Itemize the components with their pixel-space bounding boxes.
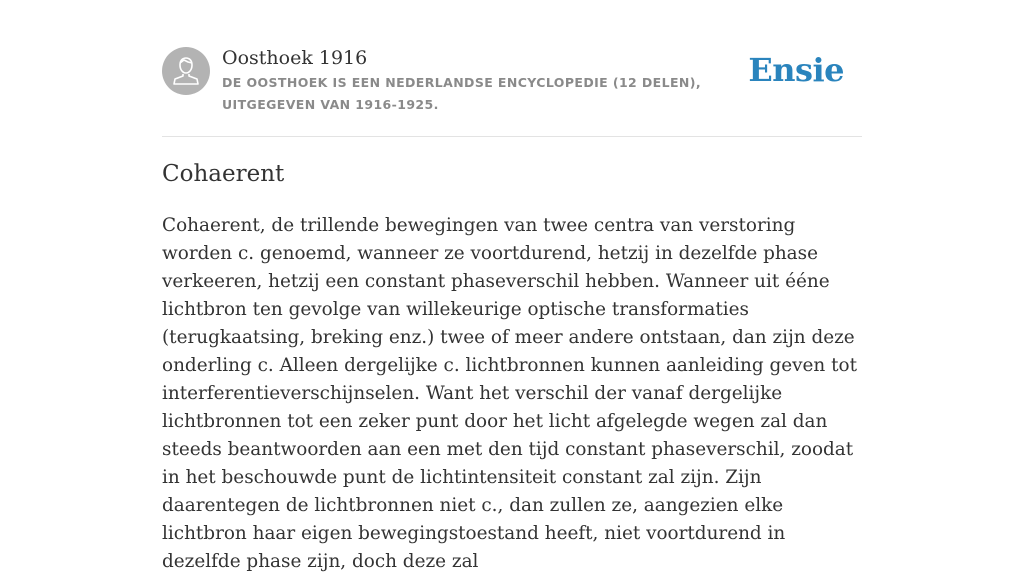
avatar[interactable] (162, 47, 210, 95)
source-title[interactable]: Oosthoek 1916 (222, 47, 368, 69)
source-header (162, 46, 862, 137)
article-title: Cohaerent (162, 161, 285, 187)
user-icon (162, 47, 210, 95)
article-body: Cohaerent, de trillende bewegingen van twee centra van verstoring worden c. genoemd, wanneer ze voortdurend, hetzij in dezelfde phase verkeeren, hetzij een constant phaseverschil hebben. Wanneer uit ééne lichtbron ten gevolge van willekeurige optische transformaties (terugkaatsing, breking enz.) twee of meer andere ontstaan, dan zijn deze onderling c. Alleen dergelijke c. lichtbronnen kunnen aanleiding geven tot interferentieverschijnselen. Want het verschil der vanaf dergelijke lichtbronnen tot een zeker punt door het licht afgelegde wegen zal dan steeds beantwoorden aan een met den tijd constant phaseverschil, zoodat in het beschouwde punt de lichtintensiteit constant zal zijn. Zijn daarentegen de lichtbronnen niet c., dan zullen ze, aangezien elke lichtbron haar eigen bewegingstoestand heeft, niet voortdurend in dezelfde phase zijn, doch deze zal (162, 215, 857, 572)
ensie-logo-link[interactable]: Ensie (748, 51, 844, 89)
page (162, 0, 862, 572)
source-description: DE OOSTHOEK IS EEN NEDERLANDSE ENCYCLOPEDIE (12 DELEN), UITGEGEVEN VAN 1916-1925. (222, 75, 702, 112)
